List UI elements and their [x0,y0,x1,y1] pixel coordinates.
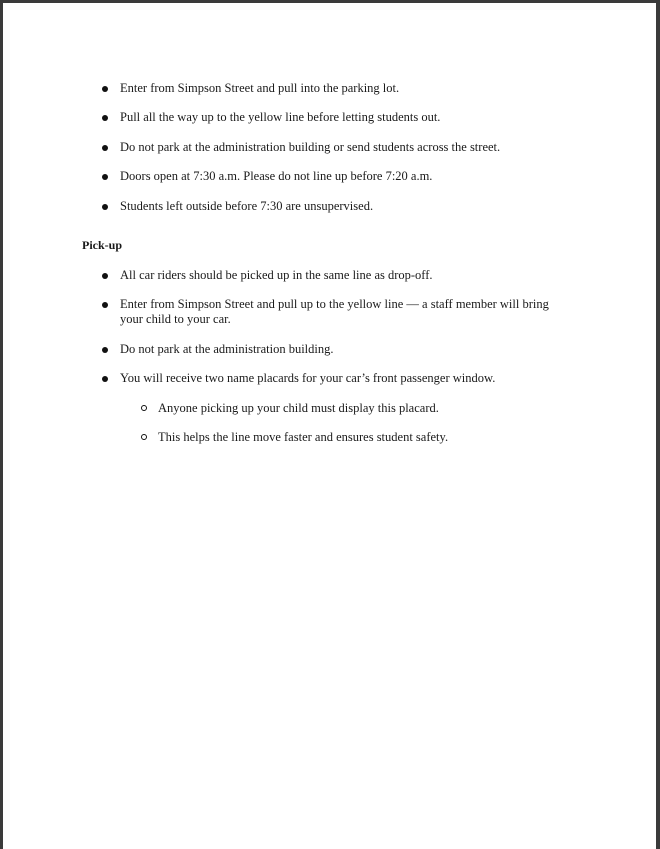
list-item-text: Enter from Simpson Street and pull up to the yellow line — a staff member will bring your child to your car. [120,297,549,326]
bullet-icon [102,273,108,279]
list-item-text: Doors open at 7:30 a.m. Please do not line up before 7:20 a.m. [120,169,433,183]
bullet-icon [102,115,108,121]
sub-list-item-text: Anyone picking up your child must display this placard. [158,401,439,415]
section-heading-pickup: Pick-up [82,238,123,252]
sub-list-item-text: This helps the line move faster and ensures student safety. [158,430,449,444]
bullet-icon [102,347,108,353]
bullet-icon [102,174,108,180]
document-page [3,3,656,849]
bullet-icon [102,204,108,210]
list-item-text: Do not park at the administration building. [120,342,334,356]
list-item-text: Students left outside before 7:30 are unsupervised. [120,199,374,213]
hollow-bullet-icon [141,405,147,411]
bullet-icon [102,302,108,308]
list-item-text: You will receive two name placards for your car’s front passenger window. [120,371,496,385]
list-item-text: Pull all the way up to the yellow line before letting students out. [120,110,441,124]
list-item-text: Do not park at the administration building or send students across the street. [120,140,501,154]
bullet-icon [102,145,108,151]
list-item-text: Enter from Simpson Street and pull into the parking lot. [120,81,400,95]
bullet-icon [102,376,108,382]
hollow-bullet-icon [141,434,147,440]
list-item-text: All car riders should be picked up in the same line as drop-off. [120,268,433,282]
bullet-icon [102,86,108,92]
